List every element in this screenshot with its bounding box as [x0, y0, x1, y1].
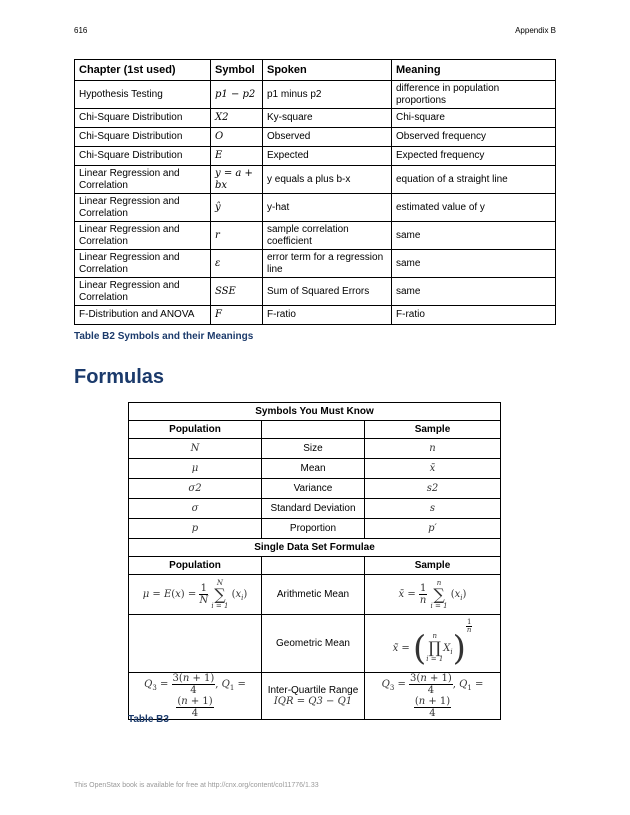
footer-note: This OpenStax book is available for free at http://cnx.org/content/col11776/1.33	[74, 782, 319, 789]
symbol-cell: E	[211, 147, 263, 166]
chapter-cell: Hypothesis Testing	[75, 81, 211, 109]
iqr-formula: IQR = Q3 − Q1	[273, 696, 353, 707]
measure-name: Variance	[262, 479, 365, 499]
population-formula-empty	[129, 615, 262, 673]
spoken-cell: y equals a plus b-x	[263, 166, 392, 194]
population-symbol: N	[129, 439, 262, 459]
spoken-cell: F-ratio	[263, 306, 392, 325]
meaning-cell: estimated value of y	[392, 194, 556, 222]
sample-symbol: n	[365, 439, 501, 459]
page-number: 616	[74, 26, 88, 35]
formula-name-label: Inter-Quartile Range	[267, 685, 359, 696]
population-symbol: σ	[129, 499, 262, 519]
table-row	[129, 615, 501, 673]
sample-formula: $Q_3$ = $\frac{3(n + 1)}{4}$ , $Q_1$ = $\frac{(n + 1)}{4}$	[365, 673, 501, 720]
spoken-cell: y-hat	[263, 194, 392, 222]
table-caption: Table B3	[128, 714, 169, 725]
table-row	[75, 306, 556, 325]
population-formula: μ = E(x) = $\frac{1}{N}$ N ∑ i = 1 $(x_i)$	[129, 575, 262, 615]
measure-name: Proportion	[262, 519, 365, 539]
chapter-cell: Linear Regression and Correlation	[75, 250, 211, 278]
column-header: Population	[129, 421, 262, 439]
table-row	[75, 250, 556, 278]
chapter-cell: Chi-Square Distribution	[75, 147, 211, 166]
section-heading: Single Data Set Formulae	[129, 539, 501, 557]
meaning-cell: equation of a straight line	[392, 166, 556, 194]
population-symbol: μ	[129, 459, 262, 479]
symbol-cell: SSE	[211, 278, 263, 306]
table-row	[129, 673, 501, 720]
column-header: Chapter (1st used)	[75, 60, 211, 81]
table-row	[75, 81, 556, 109]
table-row	[129, 575, 501, 615]
spoken-cell: Ky-square	[263, 109, 392, 128]
measure-name: Mean	[262, 459, 365, 479]
population-formula: $Q_3$ = $\frac{3(n + 1)}{4}$ , $Q_1$ = $\frac{(n + 1)}{4}$	[129, 673, 262, 720]
table-row	[75, 278, 556, 306]
formula-name: Geometric Mean	[262, 615, 365, 673]
formulas-table	[128, 402, 501, 720]
sample-formula: x̃ = ( n ∏ i = 1 $X_i$) $^{\frac{1}{n}}$	[365, 615, 501, 673]
sample-symbol: s	[365, 499, 501, 519]
meaning-cell: Observed frequency	[392, 128, 556, 147]
symbol-cell: ŷ	[211, 194, 263, 222]
spoken-cell: Expected	[263, 147, 392, 166]
chapter-cell: Linear Regression and Correlation	[75, 166, 211, 194]
symbol-cell: p1 − p2	[211, 81, 263, 109]
table-row	[75, 222, 556, 250]
chapter-cell: F-Distribution and ANOVA	[75, 306, 211, 325]
sample-symbol: x̄	[365, 459, 501, 479]
symbol-cell: y = a + bx	[211, 166, 263, 194]
meaning-cell: same	[392, 222, 556, 250]
sample-symbol: p′	[365, 519, 501, 539]
chapter-cell: Chi-Square Distribution	[75, 128, 211, 147]
meaning-cell: difference in population proportions	[392, 81, 556, 109]
column-header: Symbol	[211, 60, 263, 81]
sample-formula: x̄ = $\frac{1}{n}$ n ∑ i = 1 $(x_i)$	[365, 575, 501, 615]
table-row	[129, 439, 501, 459]
table-row	[75, 166, 556, 194]
column-header: Sample	[365, 557, 501, 575]
population-symbol: σ2	[129, 479, 262, 499]
table-row	[129, 459, 501, 479]
meaning-cell: Expected frequency	[392, 147, 556, 166]
running-header: Appendix B	[515, 26, 556, 35]
table-row	[129, 479, 501, 499]
chapter-cell: Linear Regression and Correlation	[75, 278, 211, 306]
column-header: Spoken	[263, 60, 392, 81]
table-row	[75, 109, 556, 128]
spoken-cell: Observed	[263, 128, 392, 147]
symbol-cell: X2	[211, 109, 263, 128]
column-header: Sample	[365, 421, 501, 439]
column-header-empty	[262, 557, 365, 575]
symbol-cell: ε	[211, 250, 263, 278]
section-title: Formulas	[74, 366, 165, 388]
table-row	[75, 128, 556, 147]
spoken-cell: p1 minus p2	[263, 81, 392, 109]
formula-name: Arithmetic Mean	[262, 575, 365, 615]
population-symbol: p	[129, 519, 262, 539]
meaning-cell: same	[392, 250, 556, 278]
meaning-cell: F-ratio	[392, 306, 556, 325]
spoken-cell: Sum of Squared Errors	[263, 278, 392, 306]
table-row	[75, 194, 556, 222]
table-caption: Table B2 Symbols and their Meanings	[74, 331, 254, 342]
table-row	[75, 147, 556, 166]
column-header: Population	[129, 557, 262, 575]
section-heading: Symbols You Must Know	[129, 403, 501, 421]
measure-name: Size	[262, 439, 365, 459]
measure-name: Standard Deviation	[262, 499, 365, 519]
sample-symbol: s2	[365, 479, 501, 499]
meaning-cell: Chi-square	[392, 109, 556, 128]
column-header: Meaning	[392, 60, 556, 81]
symbol-cell: O	[211, 128, 263, 147]
table-row	[129, 519, 501, 539]
symbols-meanings-table	[74, 59, 556, 325]
table-row	[129, 499, 501, 519]
spoken-cell: sample correlation coefficient	[263, 222, 392, 250]
meaning-cell: same	[392, 278, 556, 306]
chapter-cell: Linear Regression and Correlation	[75, 194, 211, 222]
symbol-cell: r	[211, 222, 263, 250]
symbol-cell: F	[211, 306, 263, 325]
chapter-cell: Chi-Square Distribution	[75, 109, 211, 128]
column-header-empty	[262, 421, 365, 439]
table-header-row	[75, 60, 556, 81]
formula-name	[262, 673, 365, 720]
chapter-cell: Linear Regression and Correlation	[75, 222, 211, 250]
spoken-cell: error term for a regression line	[263, 250, 392, 278]
